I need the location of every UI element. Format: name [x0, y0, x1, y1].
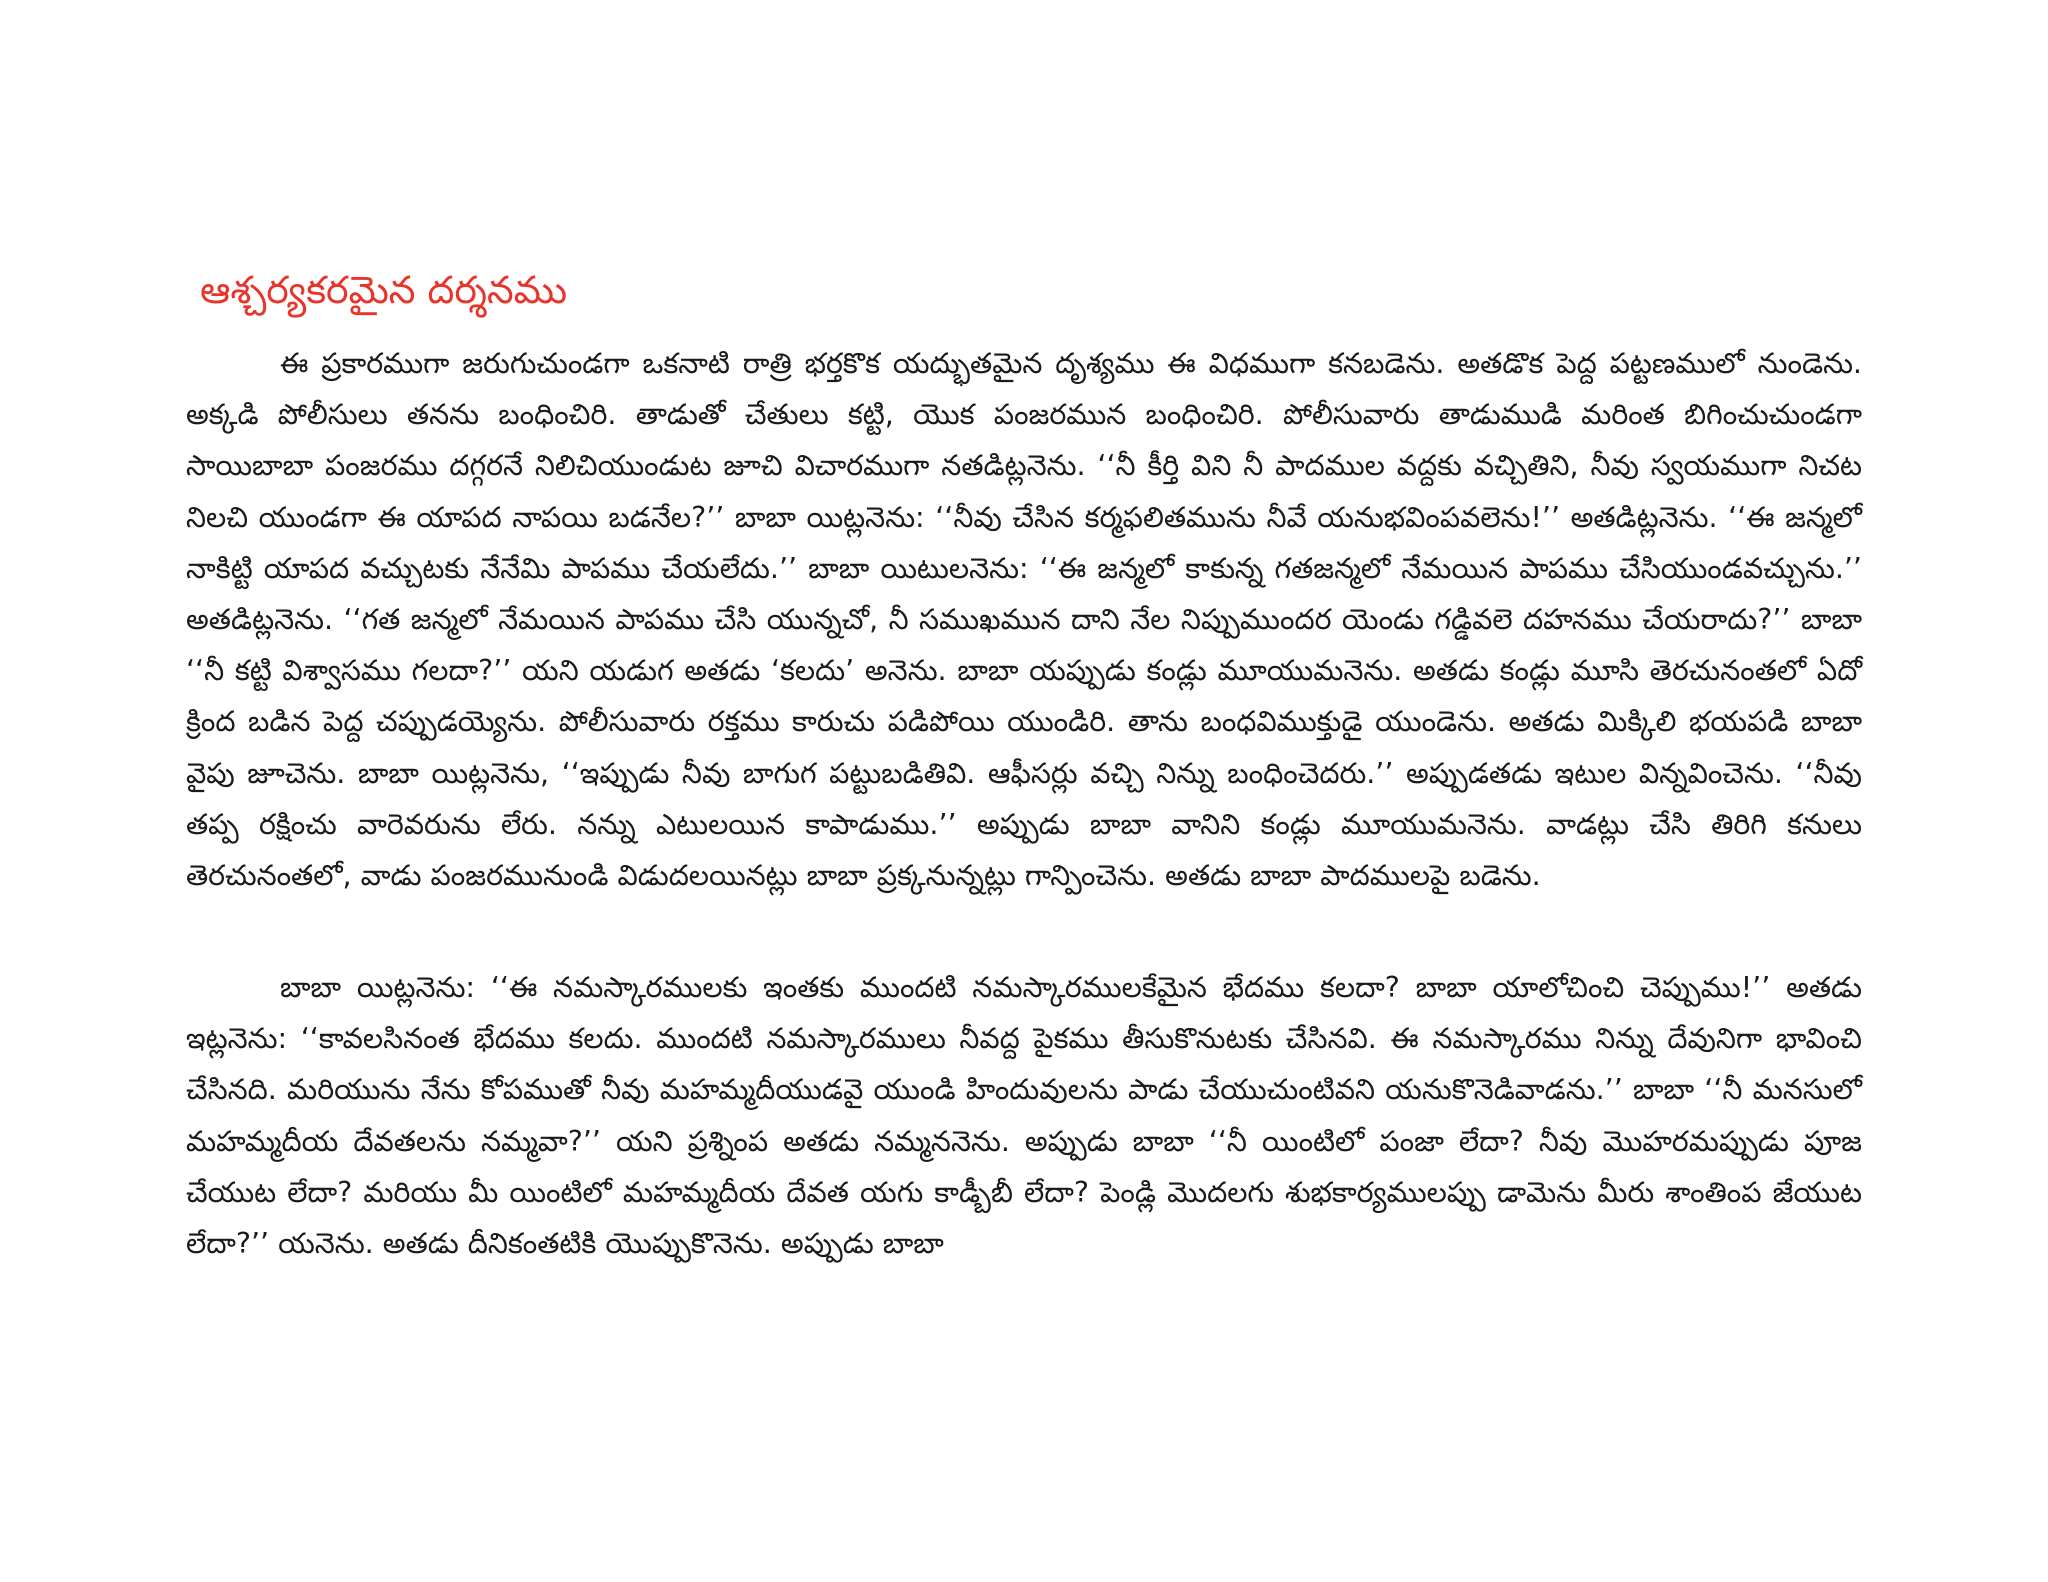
- page-title: ఆశ్చర్యకరమైన దర్శనము: [200, 268, 568, 313]
- body-paragraph-2: బాబా యిట్లనెను: ‘‘ఈ నమస్కారములకు ఇంతకు ముందటి నమస్కారములకేమైన భేదము కలదా? బాబా యాలోచించి చెప్పుము!’’ అతడు ఇట్లనెను: ‘‘కావలసినంత భేదము కలదు. ముందటి నమస్కారములు నీవద్ద పైకము తీసుకొనుటకు చేసినవి. ఈ నమస్కారము నిన్ను దేవునిగా భావించి చేసినది. మరియును నేను కోపముతో నీవు మహమ్మదీయుడవై యుండి హిందువులను పాడు చేయుచుంటివని యనుకొనెడివాడను.’’ బాబా ‘‘నీ మనసులో మహమ్మదీయ దేవతలను నమ్మవా?’’ యని ప్రశ్నింప అతడు నమ్మననెను. అప్పుడు బాబా ‘‘నీ యింటిలో పంజా లేదా? నీవు మొహరమప్పుడు పూజ చేయుట లేదా? మరియు మీ యింటిలో మహమ్మదీయ దేవత యగు కాడ్బీబీ లేదా? పెండ్లి మొదలగు శుభకార్యములప్పు డామెను మీరు శాంతింప జేయుట లేదా?’’ యనెను. అతడు దీనికంతటికి యొప్పుకొనెను. అప్పుడు బాబా: [186, 971, 1862, 1261]
- body-paragraph-1: ఈ ప్రకారముగా జరుగుచుండగా ఒకనాటి రాత్రి భర్తకొక యద్భుతమైన దృశ్యము ఈ విధముగా కనబడెను. అతడొక పెద్ద పట్టణములో నుండెను. అక్కడి పోలీసులు తనను బంధించిరి. తాడుతో చేతులు కట్టి, యొక పంజరమున బంధించిరి. పోలీసువారు తాడుముడి మరింత బిగించుచుండగా సాయిబాబా పంజరము దగ్గరనే నిలిచియుండుట జూచి విచారముగా నతడిట్లనెను. ‘‘నీ కీర్తి విని నీ పాదముల వద్దకు వచ్చితిని, నీవు స్వయముగా నిచట నిలచి యుండగా ఈ యాపద నాపయి బడనేల?’’ బాబా యిట్లనెను: ‘‘నీవు చేసిన కర్మఫలితమును నీవే యనుభవింపవలెను!’’ అతడిట్లనెను. ‘‘ఈ జన్మలో నాకిట్టి యాపద వచ్చుటకు నేనేమి పాపము చేయలేదు.’’ బాబా యిటులనెను: ‘‘ఈ జన్మలో కాకున్న గతజన్మలో నేమయిన పాపము చేసియుండవచ్చును.’’ అతడిట్లనెను. ‘‘గత జన్మలో నేమయిన పాపము చేసి యున్నచో, నీ సముఖమున దాని నేల నిప్పుముందర యెండు గడ్డివలె దహనము చేయరాదు?’’ బాబా ‘‘నీ కట్టి విశ్వాసము గలదా?’’ యని యడుగ అతడు ‘కలదు’ అనెను. బాబా యప్పుడు కండ్లు మూయుమనెను. అతడు కండ్లు మూసి తెరచునంతలో ఏదో క్రింద బడిన పెద్ద చప్పుడయ్యెను. పోలీసువారు రక్తము కారుచు పడిపోయి యుండిరి. తాను బంధవిముక్తుడై యుండెను. అతడు మిక్కిలి భయపడి బాబా వైపు జూచెను. బాబా యిట్లనెను, ‘‘ఇప్పుడు నీవు బాగుగ పట్టుబడితివి. ఆఫీసర్లు వచ్చి నిన్ను బంధించెదరు.’’ అప్పుడతడు ఇటుల విన్నవించెను. ‘‘నీవు తప్ప రక్షించు వారెవరును లేరు. నన్ను ఎటులయిన కాపాడుము.’’ అప్పుడు బాబా వానిని కండ్లు మూయుమనెను. వాడట్లు చేసి తిరిగి కనులు తెరచునంతలో, వాడు పంజరమునుండి విడుదలయినట్లు బాబా ప్రక్కనున్నట్లు గాన్పించెను. అతడు బాబా పాదములపై బడెను.: [186, 347, 1862, 893]
